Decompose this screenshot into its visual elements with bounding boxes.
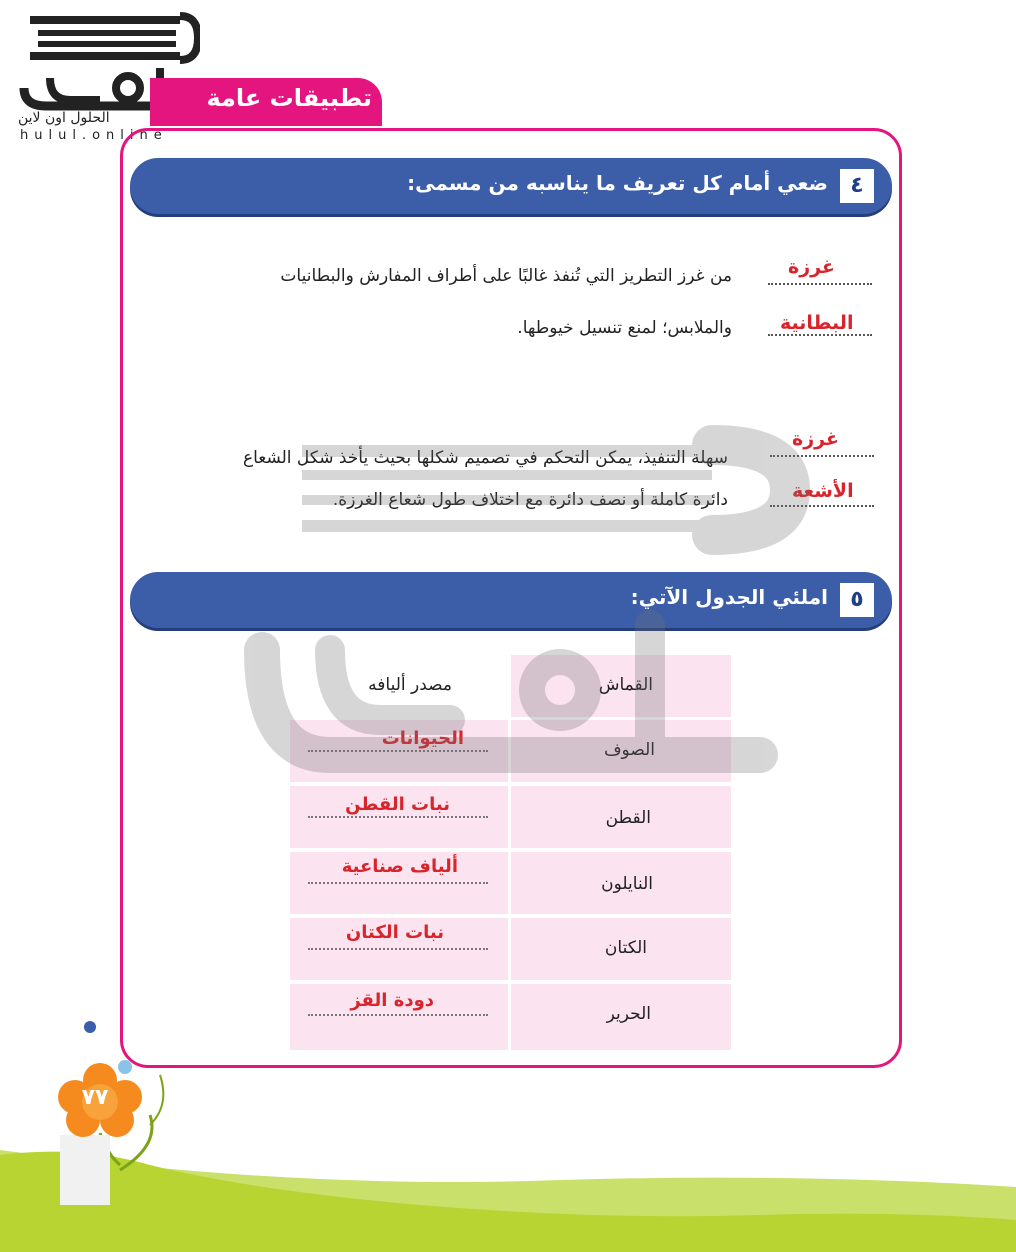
answer-text: البطانية	[780, 312, 854, 334]
table-fabric-cell: النايلون	[601, 874, 653, 894]
section-5-header	[130, 572, 892, 628]
table-row	[290, 918, 508, 980]
definition-line: من غرز التطريز التي تُنفذ غالبًا على أطراف المفارش والبطانيات	[280, 266, 732, 286]
table-header-source: مصدر أليافه	[368, 675, 452, 695]
table-fabric-cell: الكتان	[604, 938, 647, 958]
definition-line: دائرة كاملة أو نصف دائرة مع اختلاف طول شعاع الغرزة.	[332, 490, 728, 510]
table-fabric-cell: الحرير	[606, 1004, 651, 1024]
table-fabric-cell: القطن	[605, 808, 651, 828]
answer-line	[770, 505, 874, 507]
table-header-fabric: القماش	[598, 675, 653, 695]
answer-line	[308, 948, 488, 950]
answer-line	[308, 816, 488, 818]
table-source-answer: دودة القز	[350, 990, 434, 1011]
table-fabric-cell: الصوف	[603, 740, 655, 760]
table-row	[290, 786, 508, 848]
section-4-number: ٤	[840, 169, 874, 203]
table-row	[290, 852, 508, 914]
table-header-cell	[290, 655, 508, 717]
answer-text: غرزة	[792, 428, 839, 450]
answer-text: الأشعة	[792, 480, 854, 502]
answer-line	[770, 455, 874, 457]
section-5-number: ٥	[840, 583, 874, 617]
table-row	[511, 786, 731, 848]
section-4-header	[130, 158, 892, 214]
definition-line: سهلة التنفيذ، يمكن التحكم في تصميم شكلها بحيث يأخذ شكل الشعاع	[242, 448, 728, 468]
table-header-cell	[511, 655, 731, 717]
answer-line	[308, 882, 488, 884]
logo-subtitle: الحلول اون لاين	[18, 110, 110, 126]
decorative-grass	[0, 1015, 1016, 1252]
table-row	[511, 852, 731, 914]
logo-latin-text: hulul.online	[20, 128, 168, 143]
section-5-title: املئي الجدول الآتي:	[630, 585, 828, 609]
page-number: ٧٧	[81, 1085, 109, 1110]
table-row	[511, 918, 731, 980]
answer-line	[308, 750, 488, 752]
header-tab	[150, 78, 382, 126]
table-source-answer: ألياف صناعية	[341, 856, 458, 877]
page-title: تطبيقات عامة	[206, 84, 372, 112]
table-row	[511, 720, 731, 782]
table-row	[290, 720, 508, 782]
section-4-title: ضعي أمام كل تعريف ما يناسبه من مسمى:	[407, 171, 828, 195]
answer-line	[768, 283, 872, 285]
definition-line: والملابس؛ لمنع تنسيل خيوطها.	[517, 318, 732, 338]
table-source-answer: نبات الكتان	[345, 922, 444, 943]
answer-text: غرزة	[788, 256, 835, 278]
table-source-answer: الحيوانات	[381, 728, 464, 749]
answer-line	[768, 334, 872, 336]
table-source-answer: نبات القطن	[345, 794, 450, 815]
